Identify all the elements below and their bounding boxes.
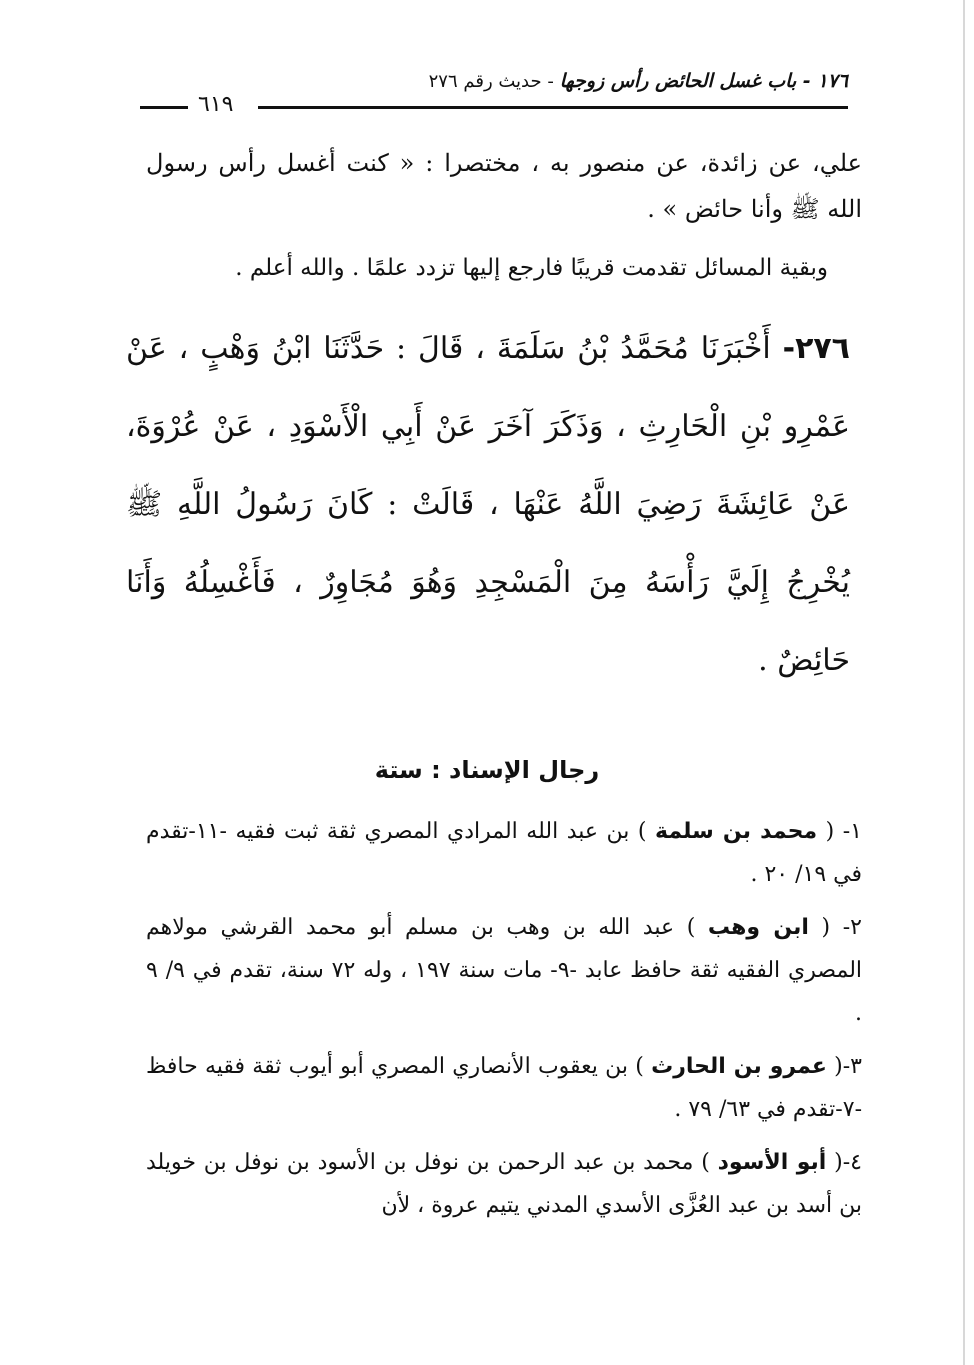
section-heading: رجال الإسناد : ستة [374,756,600,784]
hadith-reference: - حديث رقم ٢٧٦ [428,71,560,92]
narrator-name: أبو الأسود [717,1150,827,1175]
hadith-body: أَخْبَرَنَا مُحَمَّدُ بْنُ سَلَمَةَ ، قَالَ : حَدَّثَنَا ابْنُ وَهْبٍ ، عَنْ عَمْرِو بْنِ الْحَارِثِ ، وَذَكَرَ آخَرَ عَنْ أَبِي الْأَسْوَدِ ، عَنْ عُرْوَةَ، عَنْ عَائِشَةَ رَضِيَ اللَّهُ عَنْهَا ، قَالَتْ : كَانَ رَسُولُ اللَّهِ ﷺ يُخْرِجُ إِلَيَّ رَأْسَهُ مِنَ الْمَسْجِدِ وَهُوَ مُجَاوِرٌ ، فَأَغْسِلُهُ وَأَنَا حَائِضٌ . [126,331,850,678]
narrator-number: ٢- ( [808,915,862,940]
narrator-number: ٣-( [826,1054,862,1079]
chapter-title-text: ١٧٦ - باب غسل الحائض رأس زوجها [559,70,848,92]
closing-paragraph: وبقية المسائل تقدمت قريبًا فارجع إليها تزدد علمًا . والله أعلم . [235,255,828,281]
running-header [140,70,848,120]
hadith-text [126,310,850,700]
header-rule-left [140,106,188,109]
narrator-entry [146,906,862,1035]
hadith-number: ٢٧٦- [782,331,850,366]
narrator-description: ) عبد الله بن وهب بن مسلم أبو محمد القرشي مولاهم المصري الفقيه ثقة حافظ عابد -٩- مات سنة ١٩٧ ، وله ٧٢ سنة، تقدم في ٩/ ٩ . [146,915,863,1026]
narrators-list [146,810,862,1237]
page-edge-line [963,0,965,1365]
intro-paragraph: علي، عن زائدة، عن منصور به ، مختصرا : « كنت أغسل رأس رسول الله ﷺ وأنا حائض » . [146,149,862,223]
narrator-number: ١- ( [817,819,862,844]
narrator-number: ٤-( [826,1150,862,1175]
narrator-name: عمرو بن الحارث [651,1054,827,1079]
narrator-entry [146,810,862,896]
narrator-description: ) محمد بن عبد الرحمن بن نوفل بن الأسود بن نوفل بن خويلد بن أسد بن عبد العُزَّى الأسدي المدني يتيم عروة ، لأن [146,1150,862,1218]
narrator-description: ) بن يعقوب الأنصاري المصري أبو أيوب ثقة فقيه حافظ -٧-تقدم في ٦٣/ ٧٩ . [146,1054,862,1122]
narrator-entry [146,1141,862,1227]
narrator-name: محمد بن سلمة [655,819,818,844]
narrator-name: ابن وهب [707,915,809,940]
header-rule-right [258,106,848,109]
narrator-entry [146,1045,862,1131]
chapter-title [429,70,848,92]
narrator-description: ) بن عبد الله المرادي المصري ثقة ثبت فقيه -١١-تقدم في ١٩/ ٢٠ . [146,819,862,887]
page-number: ٦١٩ [198,92,234,117]
